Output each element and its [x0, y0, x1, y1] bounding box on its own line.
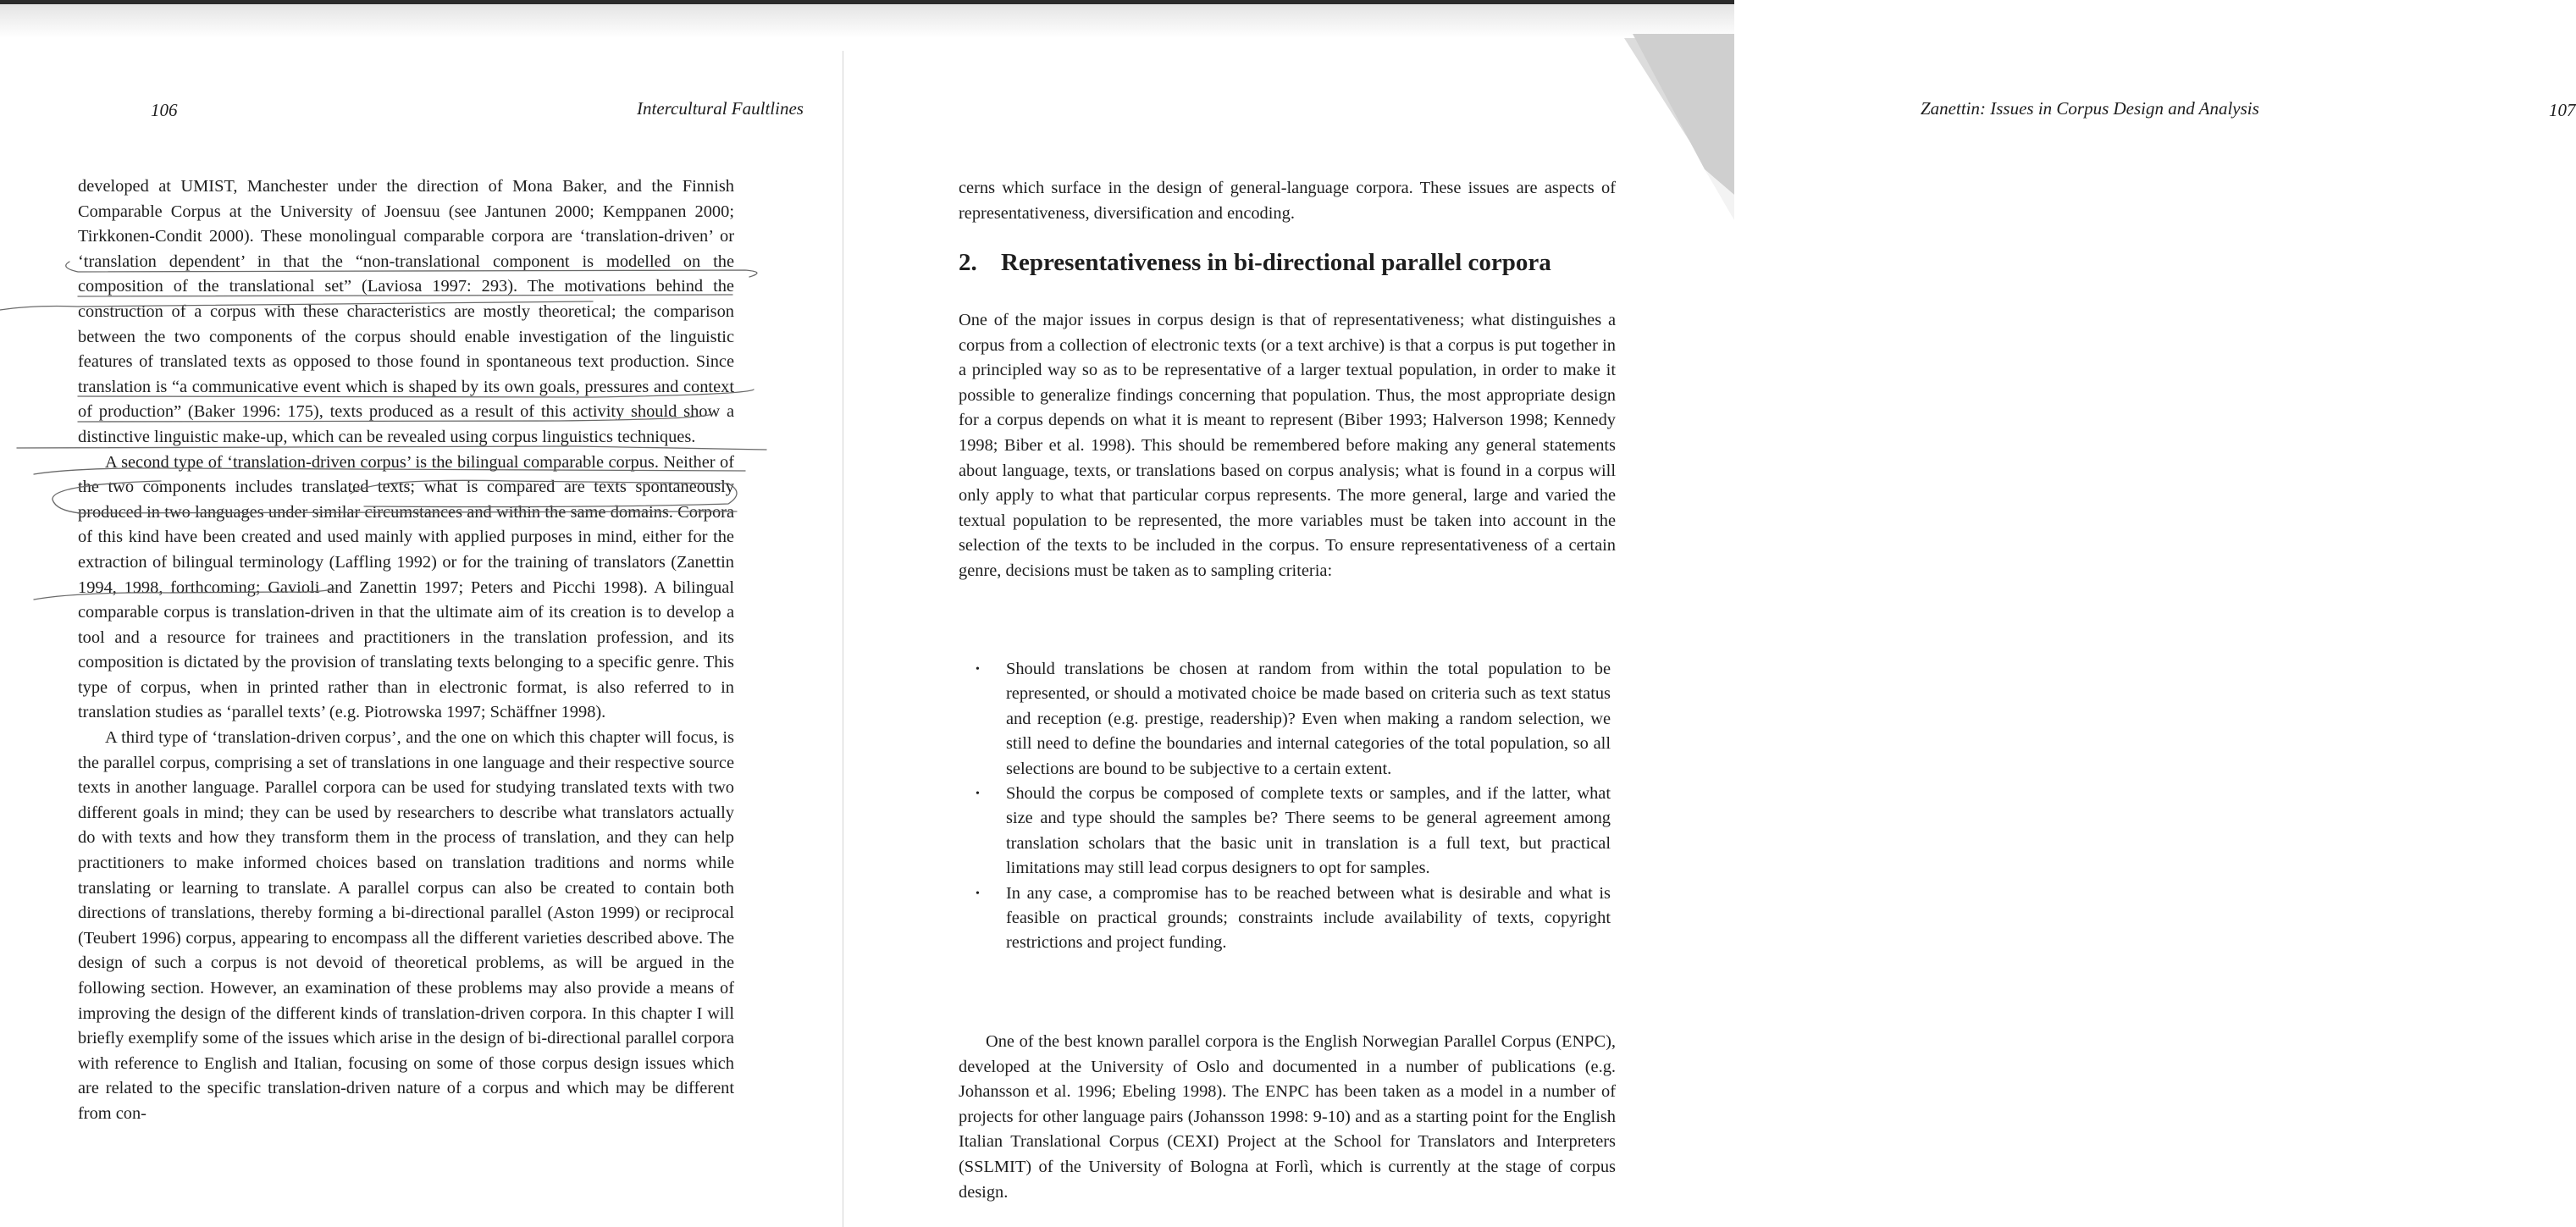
bullet-icon: •: [976, 887, 980, 900]
list-item: [976, 782, 1611, 882]
list-item: [976, 657, 1611, 782]
right-paragraph-2: One of the best known parallel corpora is the English Norwegian Parallel Corpus (ENPC), developed at the University of Oslo and documented in a number of publications (e.g. Johansson et al. 1996; Ebeling 1998). The ENPC has been taken as a model in a number of projects for other language pairs (Johansson 1998: 9-10) and as a starting point for the English Italian Translational Corpus (CEXI) Project at the School for Translators and Interpreters (SSLMIT) of the University of Bologna at Forlì, which is currently at the stage of corpus design.: [959, 1032, 1616, 1202]
right-intro-text: cerns which surface in the design of general-language corpora. These issues are aspects of representativeness, diversification and encoding.: [959, 179, 1616, 223]
left-body-text: [78, 174, 734, 1127]
sampling-criteria-list: [976, 657, 1611, 956]
list-item-text: Should translations be chosen at random from within the total population to be represented, or should a motivated choice be made based on criteria such as text status and reception (e.g. prestige, readership)? Even when making a random selection, we still need to define the boundaries and internal categories of the total population, so all selections are bound to be subjective to a certain extent.: [1006, 660, 1611, 778]
left-paragraph-3: A third type of ‘translation-driven corpus’, and the one on which this chapter will focus, is the parallel corpus, comprising a set of translations in one language and their respective source texts in another language. Parallel corpora can be used for studying translated texts with two different goals in mind; they can be used by researchers to describe what translators actually do with texts and how they transform them in the process of translation, and they can help practitioners to make informed choices based on translation traditions and norms while translating or learning to translate. A parallel corpus can also be created to contain both directions of translations, thereby forming a bi-directional parallel (Aston 1999) or reciprocal (Teubert 1996) corpus, appearing to encompass all the different varieties described above. The design of such a corpus is not devoid of theoretical problems, as will be argued in the following section. However, an examination of these problems may also provide a means of improving the design of the different kinds of translation-driven corpora. In this chapter I will briefly exemplify some of the issues which arise in the design of bi-directional parallel corpora with reference to English and Italian, focusing on some of those corpus design issues which are related to the specific translation-driven nature of a corpus and which may be different from con-: [78, 728, 734, 1123]
left-page-number: 106: [151, 100, 178, 120]
right-page-number: 107: [2549, 100, 2576, 120]
right-paragraph-1: One of the major issues in corpus design is that of representativeness; what distinguishes a corpus from a collection of electronic texts (or a text archive) is that a corpus is put together in a principled way so as to be representative of a larger textual population, in order to make it possible to generalize findings concerning that population. Thus, the most appropriate design for a corpus depends on what it is meant to represent (Biber 1993; Halverson 1998; Kennedy 1998; Biber et al. 1998). This should be remembered before making any general statements about language, texts, or translations based on corpus analysis; what is found in a corpus will only apply to what that particular corpus represents. The more general, large and varied the textual population to be represented, the more variables must be taken into account in the selection of the texts to be included in the corpus. To ensure representativeness of a certain genre, decisions must be taken as to sampling criteria:: [959, 311, 1616, 580]
section-number: 2.: [959, 249, 977, 276]
section-heading: [959, 249, 1619, 277]
left-running-head: Intercultural Faultlines: [637, 98, 804, 119]
right-running-head: Zanettin: Issues in Corpus Design and Analysis: [1921, 98, 2259, 119]
left-paragraph-2: A second type of ‘translation-driven corpus’ is the bilingual comparable corpus. Neither of the two components includes translated texts; what is compared are texts spontaneously produced in two languages under similar circumstances and within the same domains. Corpora of this kind have been created and used mainly with applied purposes in mind, either for the extraction of bilingual terminology (Laffling 1992) or for the training of translators (Zanettin 1994, 1998, forthcoming; Gavioli and Zanettin 1997; Peters and Picchi 1998). A bilingual comparable corpus is translation-driven in that the ultimate aim of its creation is to develop a tool and a resource for trainees and practitioners in the translation profession, and its composition is dictated by the provision of translating texts belonging to a specific genre. This type of corpus, when in printed rather than in electronic format, is also referred to in translation studies as ‘parallel texts’ (e.g. Piotrowska 1997; Schäffner 1998).: [78, 452, 734, 722]
scan-shadow: [0, 4, 1734, 38]
left-paragraph-1: developed at UMIST, Manchester under the direction of Mona Baker, and the Finnish Comparable Corpus at the University of Joensuu (see Jantunen 2000; Kemppanen 2000; Tirkkonen-Condit 2000). These monolingual comparable corpora are ‘translation-driven’ or ‘translation dependent’ in that the “non-translational component is modelled on the composition of the translational set” (Laviosa 1997: 293). The motivations behind the construction of a corpus with these characteristics are mostly theoretical; the comparison between the two components of the corpus should enable investigation of the linguistic features of translated texts as opposed to those found in spontaneous text production. Since translation is “a communicative event which is shaped by its own goals, pressures and context of production” (Baker 1996: 175), texts produced as a result of this activity should show a distinctive linguistic make-up, which can be revealed using corpus linguistics techniques.: [78, 177, 734, 446]
list-item-text: Should the corpus be composed of complete texts or samples, and if the latter, what size and type should the samples be? There seems to be general agreement among translation scholars that the basic unit in translation is a full text, but practical limitations may still lead corpus designers to opt for samples.: [1006, 784, 1611, 878]
bullet-icon: •: [976, 663, 980, 676]
section-title: Representativeness in bi-directional parallel corpora: [1001, 249, 1551, 276]
list-item: [976, 882, 1611, 956]
list-item-text: In any case, a compromise has to be reached between what is desirable and what is feasible on practical grounds; constraints include availability of texts, copyright restrictions and project funding.: [1006, 883, 1611, 953]
bullet-icon: •: [976, 788, 980, 801]
